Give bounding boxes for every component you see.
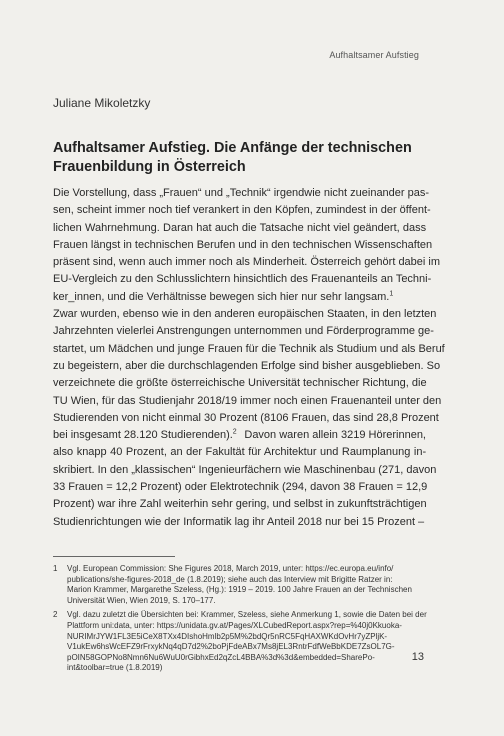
footnote xyxy=(53,610,433,674)
footnote-line: Universität Wien, Wien 2019, S. 170–177. xyxy=(67,595,216,605)
body-line: zu begeistern, aber die durchschlagenden Erfolge sind bisher ausgeblieben. So xyxy=(53,359,441,372)
author-name: Juliane Mikoletzky xyxy=(53,96,151,110)
page-number: 13 xyxy=(411,651,424,663)
footnote-line: Vgl. European Commission: She Figures 2018, March 2019, unter: https://ec.europa.eu/info/ xyxy=(67,564,394,573)
footnote-line: Marion Krammer, Margarethe Szeless, (Hg.): 1919 – 2019. 100 Jahre Frauen an der Technischen xyxy=(67,585,412,595)
chapter-title-line: Frauenbildung in Österreich xyxy=(53,159,246,175)
body-line-text: ker_innen, und die Verhältnisse bewegen sich hier nur sehr langsam. xyxy=(53,290,390,303)
body-line: Zwar wurden, ebenso wie in den anderen europäischen Staaten, in den letzten xyxy=(53,308,437,321)
body-line xyxy=(53,427,426,444)
footnote-line: publications/she-figures-2018_de (1.8.2019); siehe auch das Interview mit Brigitte Ratzer in: xyxy=(67,574,393,584)
footnote-line: int&toolbar=true (1.8.2019) xyxy=(67,663,163,673)
body-line: Studienrichtungen wie der Informatik lag ihr Anteil 2018 nur bei 15 Prozent – xyxy=(53,515,425,528)
footnote-marker[interactable]: 2 xyxy=(232,428,237,436)
footnote-text xyxy=(67,564,427,606)
footnote-line: pOIN58GOPNo8Nmn6Nu6WuU0rGibhxEd2qZcL4BBA%3d%3d&embedded=SharePo- xyxy=(67,652,375,662)
body-line: Jahrzehnten vielerlei Anstrengungen unternommen und Förderprogramme ge- xyxy=(53,325,434,338)
body-text xyxy=(53,185,445,531)
footnote-marker[interactable]: 1 xyxy=(389,290,394,298)
body-line: Prozent) war ihre Zahl weiterhin sehr gering, und selbst in zukunftsträchtigen xyxy=(53,498,427,511)
body-line: 33 Frauen = 12,2 Prozent) oder Elektrotechnik (294, davon 38 Frauen = 12,9 xyxy=(53,481,428,494)
running-header: Aufhaltsamer Aufstieg xyxy=(329,50,419,60)
footnote xyxy=(53,564,433,606)
body-line: verzeichnete die größte österreichische Universität technischer Richtung, die xyxy=(53,377,427,390)
footnote-number: 2 xyxy=(53,610,58,620)
footnote-line: Plattform uni:data, unter: https://unidata.gv.at/Pages/XLCubedReport.aspx?rep=%40j0Kkuoka- xyxy=(67,620,402,630)
body-line: lichen Wahrnehmung. Daran hat auch die Tatsache nicht viel geändert, dass xyxy=(53,221,427,234)
footnote-divider xyxy=(53,556,175,557)
body-line: Die Vorstellung, dass „Frauen“ und „Technik“ irgendwie nicht zueinander pas- xyxy=(53,187,430,199)
body-line: Studierenden von nicht einmal 30 Prozent (8106 Frauen, das sind 28,8 Prozent xyxy=(53,411,439,424)
body-line-text xyxy=(53,427,237,444)
body-line: präsent sind, wenn auch immer noch als Minderheit. Österreich gehört dabei im xyxy=(53,256,441,269)
body-line-segment: bei insgesamt 28.120 Studierenden). xyxy=(53,429,233,442)
body-line: startet, um Mädchen und junge Frauen für die Technik als Studium und als Beruf xyxy=(53,342,445,355)
body-line: skribiert. In den „klassischen“ Ingenieurfächern wie Maschinenbau (271, davon xyxy=(53,463,437,476)
body-line: EU-Vergleich zu den Schlusslichtern hinsichtlich des Frauenanteils an Techni- xyxy=(53,273,432,286)
footnote-number: 1 xyxy=(53,564,58,573)
footnote-text xyxy=(67,610,427,674)
footnotes xyxy=(53,564,433,678)
body-line xyxy=(53,289,426,306)
chapter-title xyxy=(53,139,423,177)
body-line-segment: Davon waren allein 3219 Hörerinnen, xyxy=(244,429,426,442)
footnote-line: NURIMrJYW1FL3E5iCeX8TXx4DIshoHmlb2p5M%2bdQr5nRC5FqHAXWKdOvHr7yZPljK- xyxy=(67,631,388,641)
footnote-line: V1ukEw6hsWcEFZ9rFrxykNq4qD7d2%2boPjFdeABx7Ms8jEL3RntrFdfWeBbKDE7ZsOL7G- xyxy=(67,642,395,652)
body-line: TU Wien, für das Studienjahr 2018/19 immer noch einen Frauenanteil unter den xyxy=(53,394,442,407)
chapter-title-line: Aufhaltsamer Aufstieg. Die Anfänge der technischen xyxy=(53,140,412,156)
body-line: sen, scheint immer noch tief verankert in den Köpfen, zumindest in der öffent- xyxy=(53,204,431,217)
body-line: also knapp 40 Prozent, an der Fakultät für Architektur und Raumplanung in- xyxy=(53,446,427,459)
body-line: Frauen längst in technischen Berufen und in den technischen Wissenschaften xyxy=(53,238,433,251)
footnote-line: Vgl. dazu zuletzt die Übersichten bei: Krammer, Szeless, siehe Anmerkung 1, sowie die Daten bei der xyxy=(67,610,427,620)
